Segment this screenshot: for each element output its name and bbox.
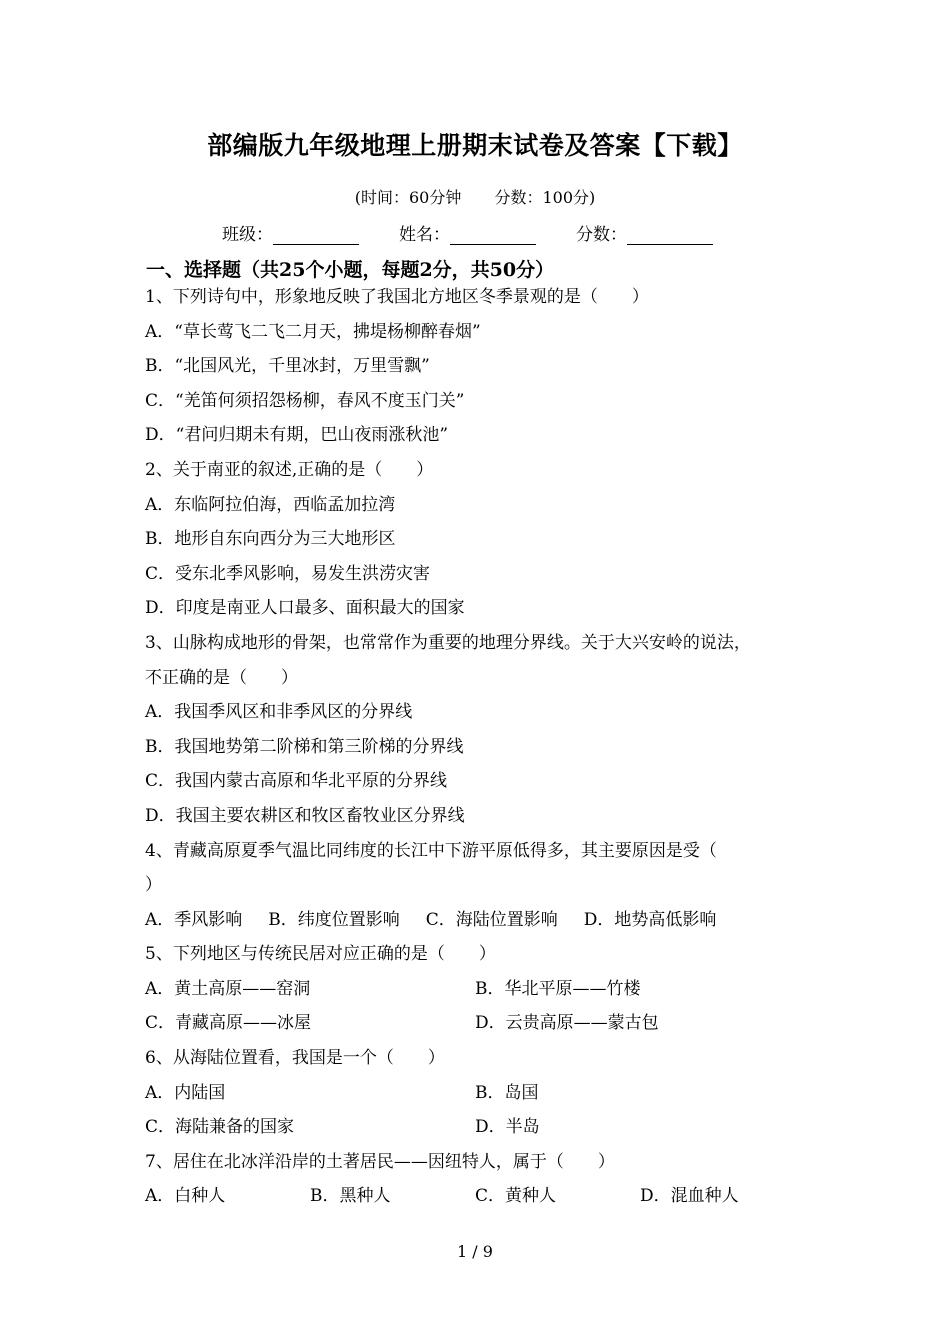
option-row bbox=[145, 903, 825, 938]
option[interactable]: D．混血种人 bbox=[640, 1186, 739, 1207]
option[interactable]: D．云贵高原——蒙古包 bbox=[475, 1013, 659, 1034]
option-row bbox=[145, 1076, 825, 1111]
option[interactable]: A．“草长莺飞二飞二月天，拂堤杨柳醉春烟” bbox=[145, 321, 481, 342]
option[interactable]: C．“羌笛何须招怨杨柳，春风不度玉门关” bbox=[145, 390, 465, 411]
option[interactable]: C．受东北季风影响，易发生洪涝灾害 bbox=[145, 563, 431, 584]
option[interactable]: B．岛国 bbox=[475, 1082, 539, 1103]
option[interactable]: B．地形自东向西分为三大地形区 bbox=[145, 529, 396, 550]
option-row bbox=[145, 1006, 825, 1041]
option[interactable]: A．内陆国 bbox=[145, 1082, 226, 1103]
score-field bbox=[576, 220, 713, 245]
option[interactable]: D．印度是南亚人口最多、面积最大的国家 bbox=[145, 598, 465, 619]
option[interactable]: A．我国季风区和非季风区的分界线 bbox=[145, 702, 413, 723]
option[interactable]: C．海陆位置影响 bbox=[425, 909, 558, 930]
score-blank[interactable] bbox=[627, 226, 713, 245]
question-stem: 3、山脉构成地形的骨架，也常常作为重要的地理分界线。关于大兴安岭的说法， bbox=[145, 632, 751, 653]
class-field bbox=[222, 220, 359, 245]
option[interactable]: B．纬度位置影响 bbox=[268, 909, 400, 930]
name-label: 姓名： bbox=[399, 225, 450, 245]
question-stem-continued: 不正确的是（ ） bbox=[145, 667, 298, 688]
option[interactable]: C．我国内蒙古高原和华北平原的分界线 bbox=[145, 771, 448, 792]
question-stem: 4、青藏高原夏季气温比同纬度的长江中下游平原低得多，其主要原因是受（ bbox=[145, 840, 717, 861]
name-blank[interactable] bbox=[450, 226, 536, 245]
option[interactable]: A．季风影响 bbox=[145, 909, 243, 930]
name-field bbox=[399, 220, 536, 245]
option[interactable]: B．“北国风光，千里冰封，万里雪飘” bbox=[145, 356, 430, 377]
option[interactable]: B．我国地势第二阶梯和第三阶梯的分界线 bbox=[145, 736, 464, 757]
option[interactable]: C．黄种人 bbox=[475, 1186, 557, 1207]
section-title: 一、选择题（共25个小题，每题2分，共50分） bbox=[146, 259, 555, 281]
option-row bbox=[145, 1179, 825, 1214]
exam-meta bbox=[0, 185, 950, 208]
exam-total-score: 分数：100分) bbox=[494, 188, 596, 207]
question-stem: 7、居住在北冰洋沿岸的土著居民——因纽特人，属于（ ） bbox=[145, 1151, 615, 1172]
option-row bbox=[145, 972, 825, 1007]
score-label: 分数： bbox=[576, 225, 627, 245]
student-info-row bbox=[222, 220, 753, 245]
exam-time: (时间：60分钟 bbox=[354, 188, 462, 207]
class-blank[interactable] bbox=[273, 226, 359, 245]
option[interactable]: A．东临阿拉伯海，西临孟加拉湾 bbox=[145, 494, 396, 515]
question-stem: 6、从海陆位置看，我国是一个（ ） bbox=[145, 1048, 445, 1069]
option[interactable]: B．黑种人 bbox=[310, 1186, 391, 1207]
question-stem: 2、关于南亚的叙述,正确的是（ ） bbox=[145, 459, 434, 480]
option[interactable]: A．白种人 bbox=[145, 1186, 226, 1207]
option[interactable]: A．黄土高原——窑洞 bbox=[145, 978, 311, 999]
option[interactable]: D．“君问归期未有期，巴山夜雨涨秋池” bbox=[145, 425, 449, 446]
option[interactable]: D．我国主要农耕区和牧区畜牧业区分界线 bbox=[145, 805, 465, 826]
option[interactable]: D．半岛 bbox=[475, 1117, 540, 1138]
page-title: 部编版九年级地理上册期末试卷及答案【下载】 bbox=[207, 131, 743, 160]
page-number: 1 / 9 bbox=[457, 1242, 493, 1261]
question-stem: 5、下列地区与传统民居对应正确的是（ ） bbox=[145, 944, 496, 965]
option[interactable]: C．海陆兼备的国家 bbox=[145, 1117, 295, 1138]
option[interactable]: B．华北平原——竹楼 bbox=[475, 978, 641, 999]
question-stem: 1、下列诗句中，形象地反映了我国北方地区冬季景观的是（ ） bbox=[145, 287, 649, 307]
question-list bbox=[145, 280, 825, 1214]
question-stem-continued: ） bbox=[145, 875, 162, 896]
class-label: 班级： bbox=[222, 225, 273, 245]
option[interactable]: D．地势高低影响 bbox=[583, 909, 717, 930]
option-row bbox=[145, 1110, 825, 1145]
option[interactable]: C．青藏高原——冰屋 bbox=[145, 1013, 312, 1034]
